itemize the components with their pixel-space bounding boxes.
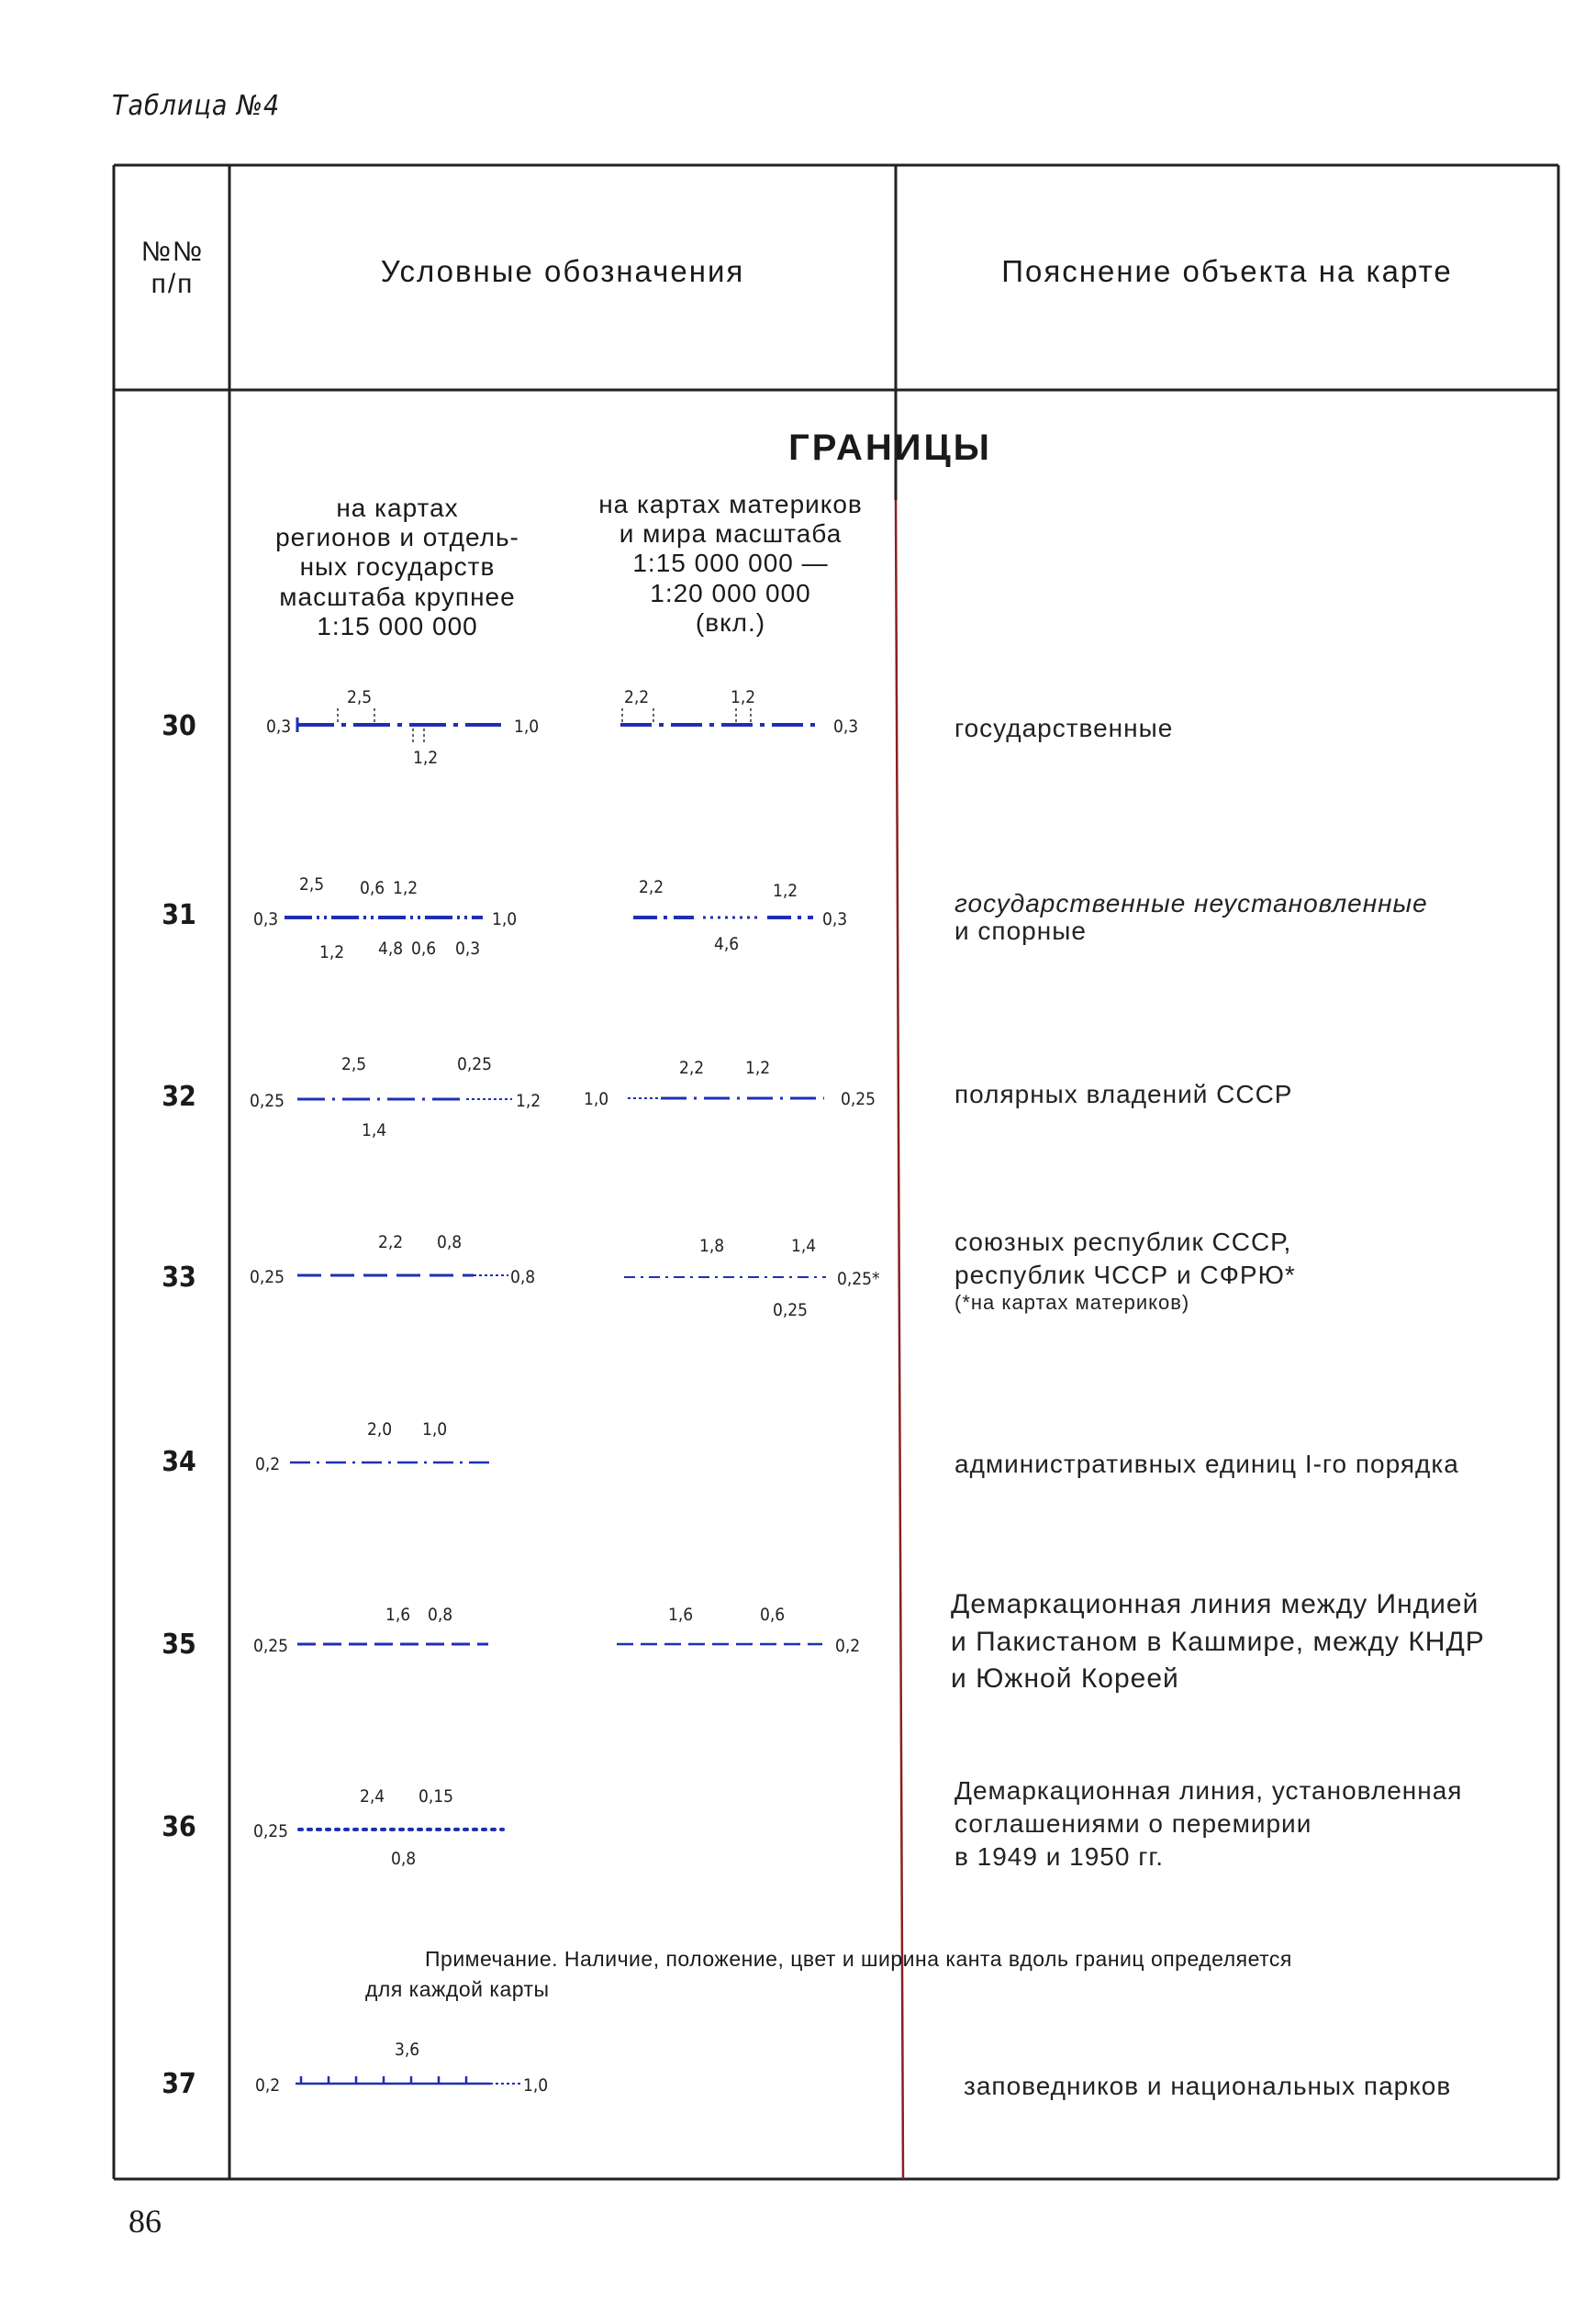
label-width: 0,25 [841,1089,876,1109]
label-width: 0,3 [253,909,279,929]
desc-line: в 1949 и 1950 гг. [954,1841,1164,1871]
desc-line: союзных республик СССР, [954,1228,1292,1256]
border-symbol-demarcation-regional [253,1606,519,1679]
label-a: 1,6 [385,1605,411,1625]
border-symbol-state-regional [266,686,569,769]
desc-line: государственные неустановленные [954,889,1428,917]
border-symbol-armistice-regional [253,1785,519,1877]
border-symbol-republic-continental [624,1235,899,1327]
label-a: 2,2 [639,877,664,897]
desc-line: республик ЧССР и СФРЮ* [954,1260,1296,1289]
label-end: 1,0 [523,2075,549,2096]
col-regions-line: на картах [336,494,459,522]
label-c: 1,2 [393,878,419,898]
col-continents-line: 1:20 000 000 [650,578,811,607]
border-symbol-admin-regional [255,1413,521,1496]
desc-line: Демаркационная линия, установленная [954,1776,1463,1805]
label-a: 2,2 [624,687,650,707]
label-a: 2,5 [341,1054,367,1074]
label-dash: 2,5 [347,687,373,707]
label-c: 0,8 [391,1849,417,1869]
column-head-regions [237,494,558,641]
border-symbol-demarcation-continental [617,1606,874,1679]
label-b: 0,8 [428,1605,453,1625]
label-f: 0,6 [411,939,437,959]
label-d: 1,2 [319,942,345,962]
label-width: 0,3 [266,717,292,737]
label-width: 0,25* [837,1269,880,1289]
note-line: Примечание. Наличие, положение, цвет и ширина канта вдоль границ определяется [425,1947,1292,1971]
col-continents-line: (вкл.) [695,607,766,637]
label-end: 1,2 [516,1091,541,1111]
row-number: 34 [162,1446,196,1478]
desc-line: Демаркационная линия между Индией [951,1589,1479,1619]
header-num [117,237,228,300]
label-b: 1,4 [791,1236,817,1256]
label-a: 1,8 [699,1236,725,1256]
label-width: 0,25 [253,1821,289,1841]
label-a: 2,0 [367,1419,393,1440]
header-symbols: Условные обозначения [380,254,745,288]
label-width: 0,2 [835,1636,861,1656]
desc-line: и Южной Кореей [951,1663,1179,1694]
row-number: 36 [162,1811,196,1843]
row-description [954,1224,1542,1317]
border-symbol-reserve-regional [255,2042,558,2116]
desc-line: государственные [954,714,1174,742]
row-number: 35 [162,1629,196,1661]
col-regions-line: масштаба крупнее [279,582,516,611]
col-regions-line: регионов и отдель- [275,523,519,552]
label-a: 2,2 [378,1232,404,1252]
label-end: 0,8 [510,1267,536,1287]
row-description [954,1076,1542,1113]
label-gap: 1,2 [413,748,439,768]
col-regions-line: ных государств [299,552,496,582]
border-symbol-republic-regional [250,1229,553,1312]
label-b: 0,6 [360,878,385,898]
page-number: 86 [128,2203,162,2240]
border-symbol-polar-continental [584,1057,887,1130]
label-b: 0,6 [760,1605,786,1625]
label-b: 0,8 [437,1232,463,1252]
desc-line: соглашениями о перемирии [954,1808,1312,1838]
desc-line: и спорные [954,916,1087,945]
note-line: для каждой карты [365,1977,550,2002]
label-b: 0,15 [419,1786,454,1807]
label-width: 0,3 [833,717,859,737]
label-a: 3,6 [395,2040,420,2060]
row-description [951,1586,1538,1698]
label-e: 4,8 [378,939,404,959]
row-number: 33 [162,1262,196,1294]
label-width: 0,25 [253,1636,289,1656]
border-symbol-state-continental [613,686,879,760]
border-symbol-disputed-continental [630,876,868,959]
column-head-continents [569,490,892,638]
table-caption: Таблица №4 [112,90,281,122]
label-width: 0,25 [250,1091,285,1111]
border-symbol-disputed-regional [253,872,547,963]
header-num-line1: №№ [140,237,205,267]
col-continents-line: и мира масштаба [619,519,843,549]
desc-line: заповедников и национальных парков [964,2072,1452,2100]
label-b: 1,2 [773,881,798,901]
header-num-line2: п/п [151,268,195,299]
desc-line: полярных владений СССР [954,1080,1293,1108]
label-b: 0,25 [457,1054,493,1074]
label-end: 1,0 [514,717,540,737]
row-description [954,1446,1542,1483]
label-g: 0,3 [455,939,481,959]
label-width: 0,3 [822,909,848,929]
row-description [954,1773,1542,1874]
header-explanation: Пояснение объекта на карте [1001,254,1453,288]
row-number: 32 [162,1081,196,1113]
row-number: 31 [162,899,196,931]
desc-line: административных единиц I-го порядка [954,1450,1459,1478]
label-end: 1,0 [492,909,518,929]
label-c: 0,25 [773,1300,809,1320]
label-b: 1,2 [745,1058,771,1078]
label-width: 0,2 [255,2075,281,2096]
label-a: 1,6 [668,1605,694,1625]
label-c: 1,4 [362,1120,387,1140]
table-note [365,1944,1485,2006]
label-b: 1,2 [731,687,756,707]
desc-line: и Пакистаном в Кашмире, между КНДР [951,1626,1485,1657]
label-width: 0,2 [255,1454,281,1474]
row-number: 37 [162,2068,196,2100]
label-width: 0,25 [250,1267,285,1287]
row-number: 30 [162,710,196,742]
label-a: 2,4 [360,1786,385,1807]
label-a: 2,5 [299,874,325,895]
row-description [954,885,1542,950]
border-symbol-polar-regional [250,1053,553,1145]
col-continents-line: 1:15 000 000 — [632,549,829,578]
col-regions-line: 1:15 000 000 [317,611,478,640]
label-w0: 1,0 [584,1089,609,1109]
label-a: 2,2 [679,1058,705,1078]
desc-footnote: (*на картах материков) [954,1290,1190,1314]
row-description [964,2068,1551,2105]
row-description [954,710,1542,747]
label-c: 4,6 [714,934,740,954]
col-continents-line: на картах материков [598,490,863,518]
section-title: ГРАНИЦЫ [788,428,992,468]
label-b: 1,0 [422,1419,448,1440]
